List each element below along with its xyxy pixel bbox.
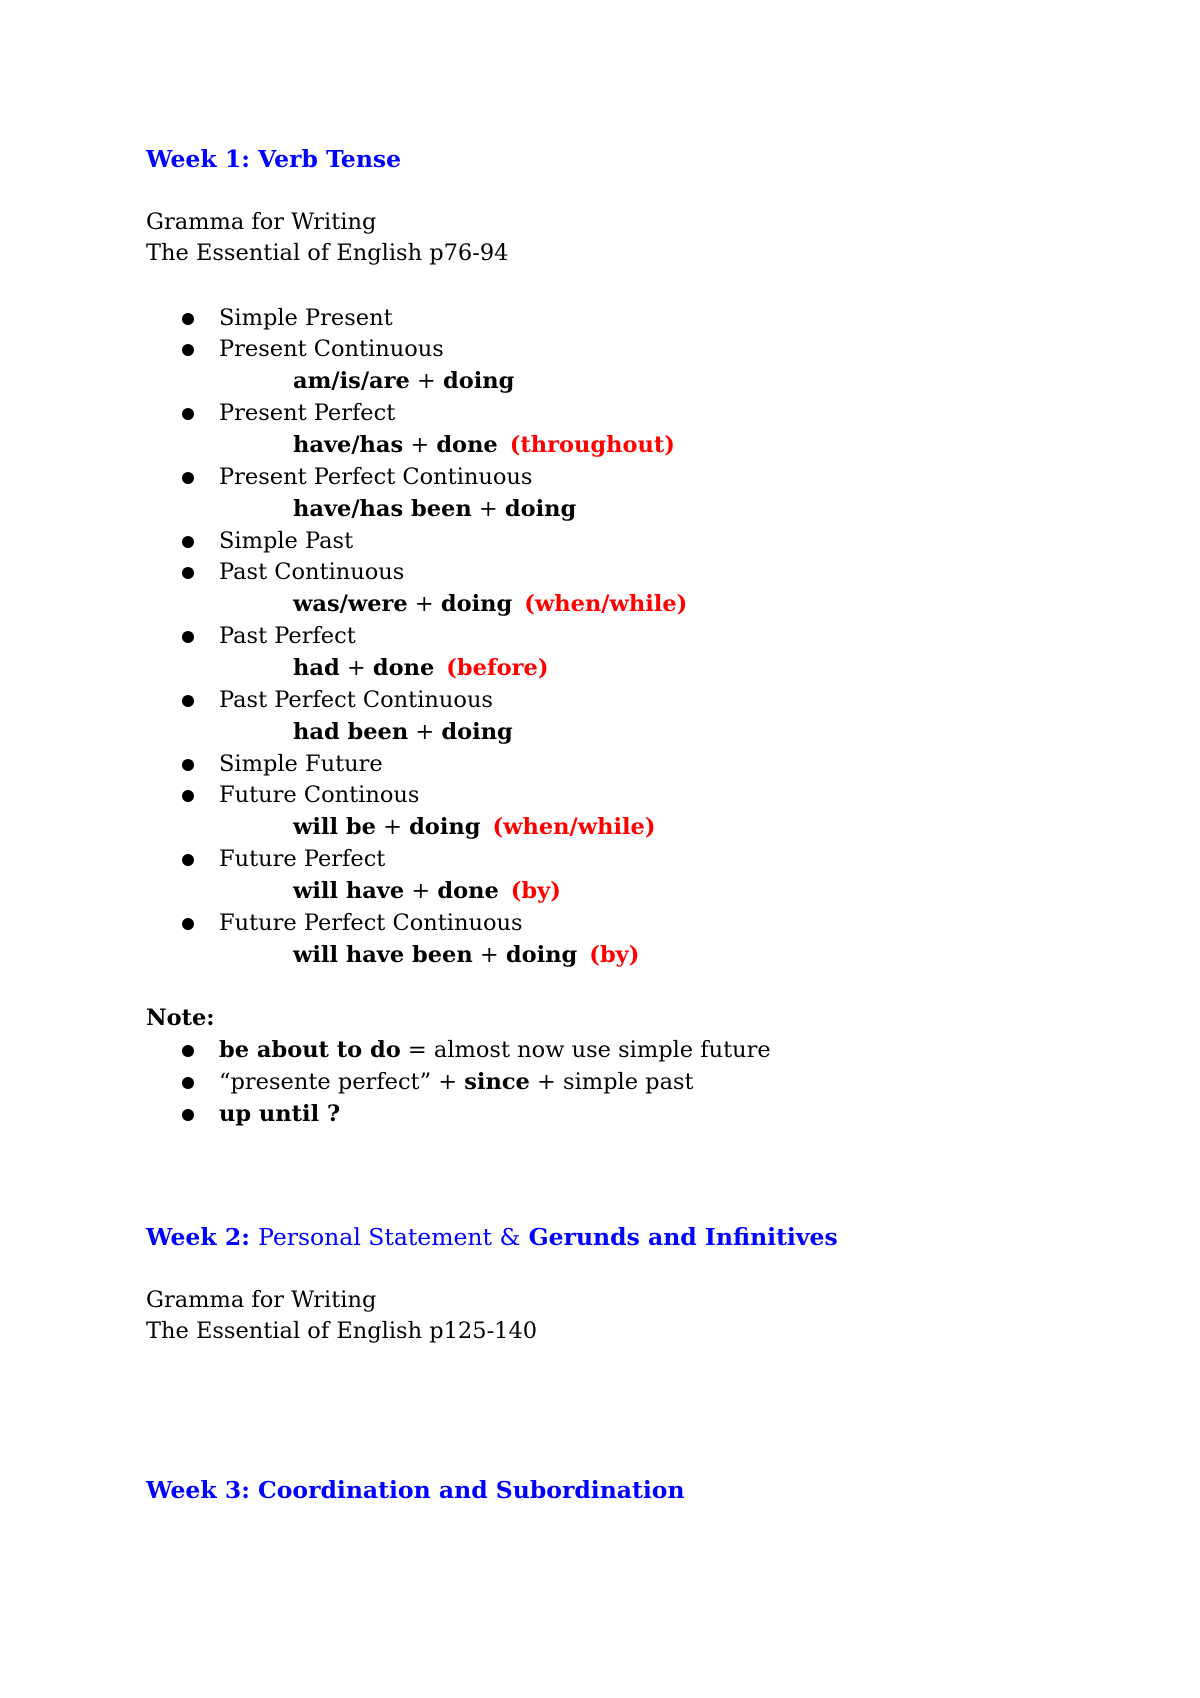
bullet-icon: [182, 1045, 194, 1057]
week-1-source-2: The Essential of English p76-94: [146, 240, 509, 266]
bullet-icon: [182, 472, 194, 484]
tense-formula: am/is/are + doing: [293, 368, 515, 394]
tense-item: Past Perfect Continuous: [219, 687, 493, 713]
tense-formula: have/has been + doing: [293, 496, 577, 522]
tense-formula: will be + doing (when/while): [293, 814, 656, 840]
bullet-icon: [182, 344, 194, 356]
tense-formula: have/has + done (throughout): [293, 432, 675, 458]
usage-cue: (when/while): [524, 591, 688, 617]
tense-formula: will have + done (by): [293, 878, 561, 904]
note-item: be about to do = almost now use simple future: [219, 1037, 771, 1063]
bullet-icon: [182, 408, 194, 420]
tense-item: Present Perfect: [219, 400, 396, 426]
week-2-heading: Week 2: Personal Statement & Gerunds and Infinitives: [146, 1223, 838, 1251]
usage-cue: (when/while): [492, 814, 656, 840]
week-1-heading: Week 1: Verb Tense: [146, 145, 402, 173]
tense-item: Future Perfect: [219, 846, 386, 872]
bullet-icon: [182, 567, 194, 579]
tense-formula: had been + doing: [293, 719, 513, 745]
usage-cue: (before): [446, 655, 549, 681]
bullet-icon: [182, 1077, 194, 1089]
tense-item: Simple Future: [219, 751, 383, 777]
bullet-icon: [182, 918, 194, 930]
usage-cue: (throughout): [509, 432, 675, 458]
week-3-heading: Week 3: Coordination and Subordination: [146, 1476, 685, 1504]
tense-formula: had + done (before): [293, 655, 549, 681]
tense-item: Present Perfect Continuous: [219, 464, 533, 490]
bullet-icon: [182, 313, 194, 325]
tense-item: Simple Past: [219, 528, 354, 554]
bullet-icon: [182, 854, 194, 866]
tense-item: Present Continuous: [219, 336, 444, 362]
week-1-source-1: Gramma for Writing: [146, 209, 377, 235]
tense-item: Past Continuous: [219, 559, 405, 585]
bullet-icon: [182, 759, 194, 771]
tense-item: Future Perfect Continuous: [219, 910, 523, 936]
usage-cue: (by): [510, 878, 561, 904]
note-label: Note:: [146, 1005, 215, 1031]
week-2-source-1: Gramma for Writing: [146, 1287, 377, 1313]
tense-formula: will have been + doing (by): [293, 942, 640, 968]
usage-cue: (by): [589, 942, 640, 968]
tense-item: Future Continous: [219, 782, 420, 808]
note-item: “presente perfect” + since + simple past: [219, 1069, 694, 1095]
bullet-icon: [182, 536, 194, 548]
bullet-icon: [182, 1109, 194, 1121]
bullet-icon: [182, 631, 194, 643]
bullet-icon: [182, 695, 194, 707]
tense-item: Simple Present: [219, 305, 393, 331]
week-2-source-2: The Essential of English p125-140: [146, 1318, 538, 1344]
tense-item: Past Perfect: [219, 623, 356, 649]
note-item: up until ?: [219, 1101, 341, 1127]
bullet-icon: [182, 790, 194, 802]
tense-formula: was/were + doing (when/while): [293, 591, 688, 617]
